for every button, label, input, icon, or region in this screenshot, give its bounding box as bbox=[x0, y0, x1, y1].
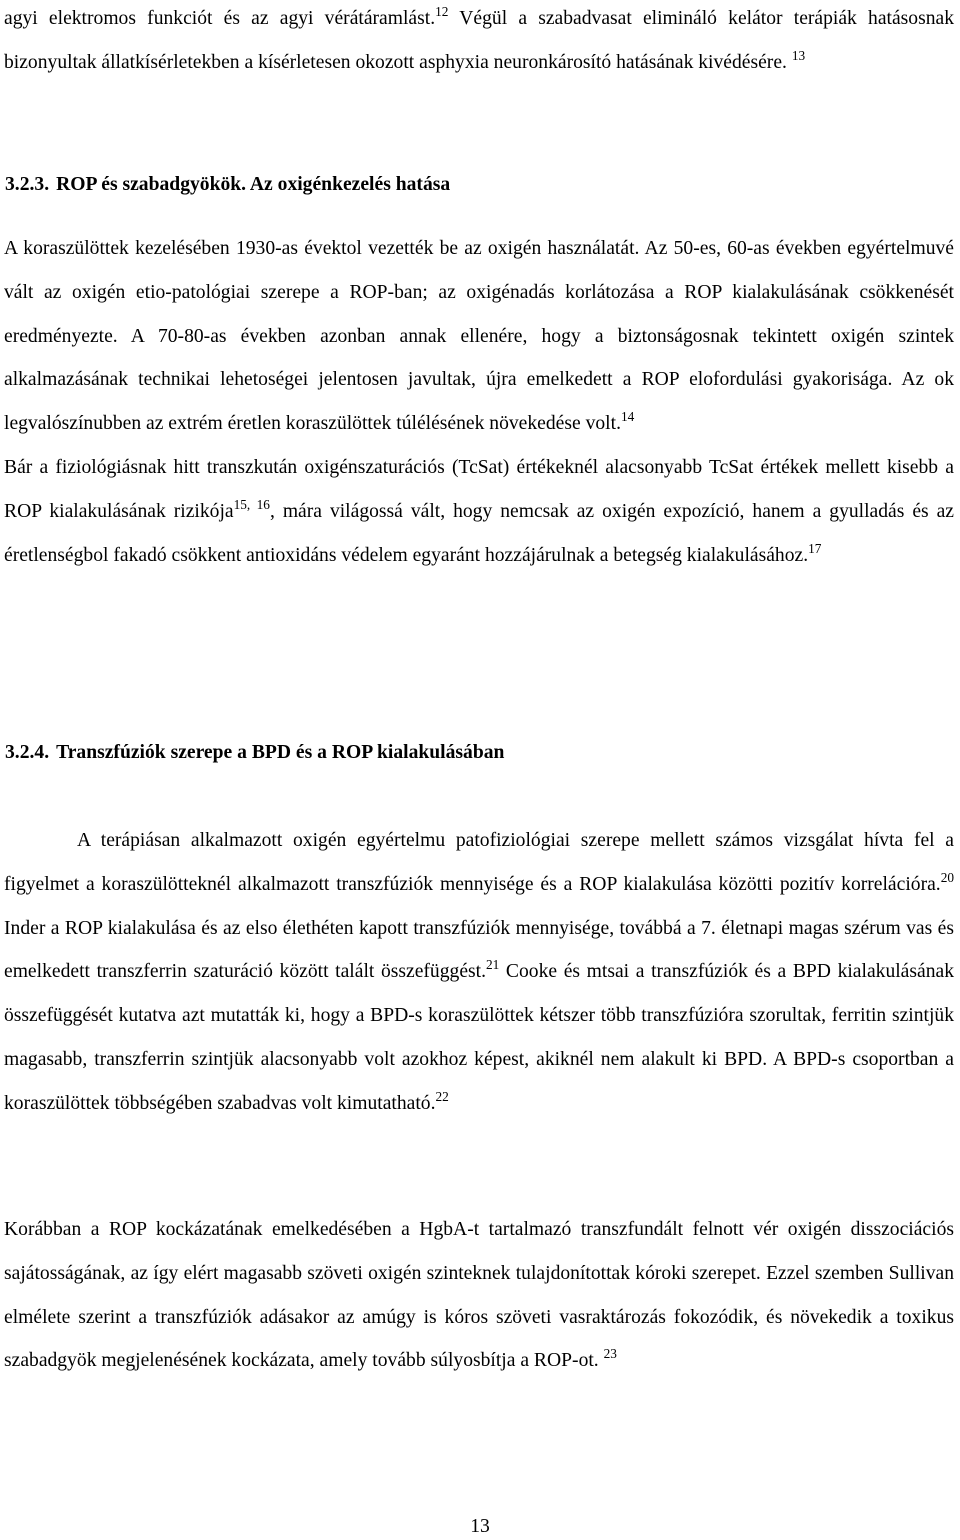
section-heading-3-2-4 bbox=[5, 740, 504, 766]
section-number: 3.2.3. bbox=[5, 174, 50, 195]
section-title: Transzfúziók szerepe a BPD és a ROP kialakulásában bbox=[56, 742, 505, 763]
citation-ref: 15, 16 bbox=[233, 496, 270, 512]
paragraph-text: , mára világossá vált, hogy nemcsak az oxigén expozíció, hanem a gyulladás és az éretlenségbol fakadó csökkent antioxidáns védelem egyaránt hozzájárulnak a betegség kialakulásához. bbox=[4, 500, 955, 566]
section-title: ROP és szabadgyökök. Az oxigénkezelés hatása bbox=[56, 174, 451, 195]
intro-text-2: Végül a szabadvasat elimináló kelátor terápiák hatásosnak bizonyultak állatkísérletekben a kísérletesen okozott asphyxia neuronkárosító hatásának kivédésére. bbox=[4, 8, 955, 73]
paragraph-text: Bár a fiziológiásnak hitt transzkután oxigénszaturációs (TcSat) értékeknél alacsonyabb TcSat értékek mellett kisebb a ROP kialakulásának rizikója bbox=[4, 456, 954, 522]
body-paragraph bbox=[4, 819, 954, 1126]
citation-ref: 17 bbox=[808, 540, 822, 556]
citation-ref: 14 bbox=[620, 408, 635, 424]
citation-ref: 21 bbox=[485, 957, 500, 973]
citation-ref: 22 bbox=[435, 1088, 449, 1104]
section-number: 3.2.4. bbox=[5, 742, 50, 763]
body-paragraph bbox=[4, 1208, 954, 1383]
section-heading-3-2-3 bbox=[5, 172, 450, 198]
paragraph-text: A koraszülöttek kezelésében 1930-as évektol vezették be az oxigén használatát. Az 50-es, 60-as években egyértelmuvé vált az oxigén etio-patológiai szerepe a ROP-ban; az oxigénadás korlátozása a ROP kialakulásának csökkenését eredményezte. A 70-80-as években azonban annak ellenére, hogy a biztonságosnak tekintett oxigén szintek alkalmazásának technikai lehetoségei jelentosen javultak, újra emelkedett a ROP elofordulási gyakorisága. Az ok legvalószínubben az extrém éretlen koraszülöttek túlélésének növekedése volt. bbox=[4, 238, 954, 435]
paragraph-text: Inder a ROP kialakulása és az elso élethéten kapott transzfúziók mennyisége, továbbá a 7. életnapi magas szérum vas és emelkedett transzferrin szaturáció között talált összefüggést. bbox=[4, 917, 954, 983]
paragraph-text: Korábban a ROP kockázatának emelkedésében a HgbA-t tartalmazó transzfundált felnott vér oxigén disszociációs sajátosságának, az így elért magasabb szöveti oxigén szinteknek tulajdonítottak kóroki szerepet. Ezzel szemben Sullivan elmélete szerint a transzfúziók adásakor az amúgy is kóros szöveti vasraktározás fokozódik, és növekedik a toxikus szabadgyök megjelenésének kockázata, amely tovább súlyosbítja a ROP-ot. bbox=[4, 1219, 954, 1372]
paragraph-text: A terápiásan alkalmazott oxigén egyértelmu patofiziológiai szerepe mellett számos vizsgálat hívta fel a figyelmet a koraszülötteknél alkalmazott transzfúziók mennyisége és a ROP kialakulása közötti pozitív korrelációra. bbox=[4, 830, 954, 895]
paragraph-text: Cooke és mtsai a transzfúziók és a BPD kialakulásának összefüggését kutatva azt mutatták ki, hogy a BPD-s koraszülöttek kétszer több transzfúzióra szorultak, ferritin szintjük magasabb, transzferrin szintjük alacsonyabb volt azokhoz képest, akiknél nem alakult ki BPD. A BPD-s csoportban a koraszülöttek többségében szabadvas volt kimutatható. bbox=[4, 961, 954, 1114]
citation-ref: 13 bbox=[791, 47, 806, 63]
intro-text-1: agyi elektromos funkciót és az agyi vérátáramlást. bbox=[4, 8, 436, 29]
page-number: 13 bbox=[470, 1516, 490, 1537]
citation-ref: 23 bbox=[603, 1346, 617, 1362]
body-paragraph bbox=[4, 227, 954, 577]
intro-paragraph bbox=[4, 0, 954, 85]
citation-ref: 20 bbox=[940, 869, 954, 885]
citation-ref: 12 bbox=[435, 3, 449, 19]
